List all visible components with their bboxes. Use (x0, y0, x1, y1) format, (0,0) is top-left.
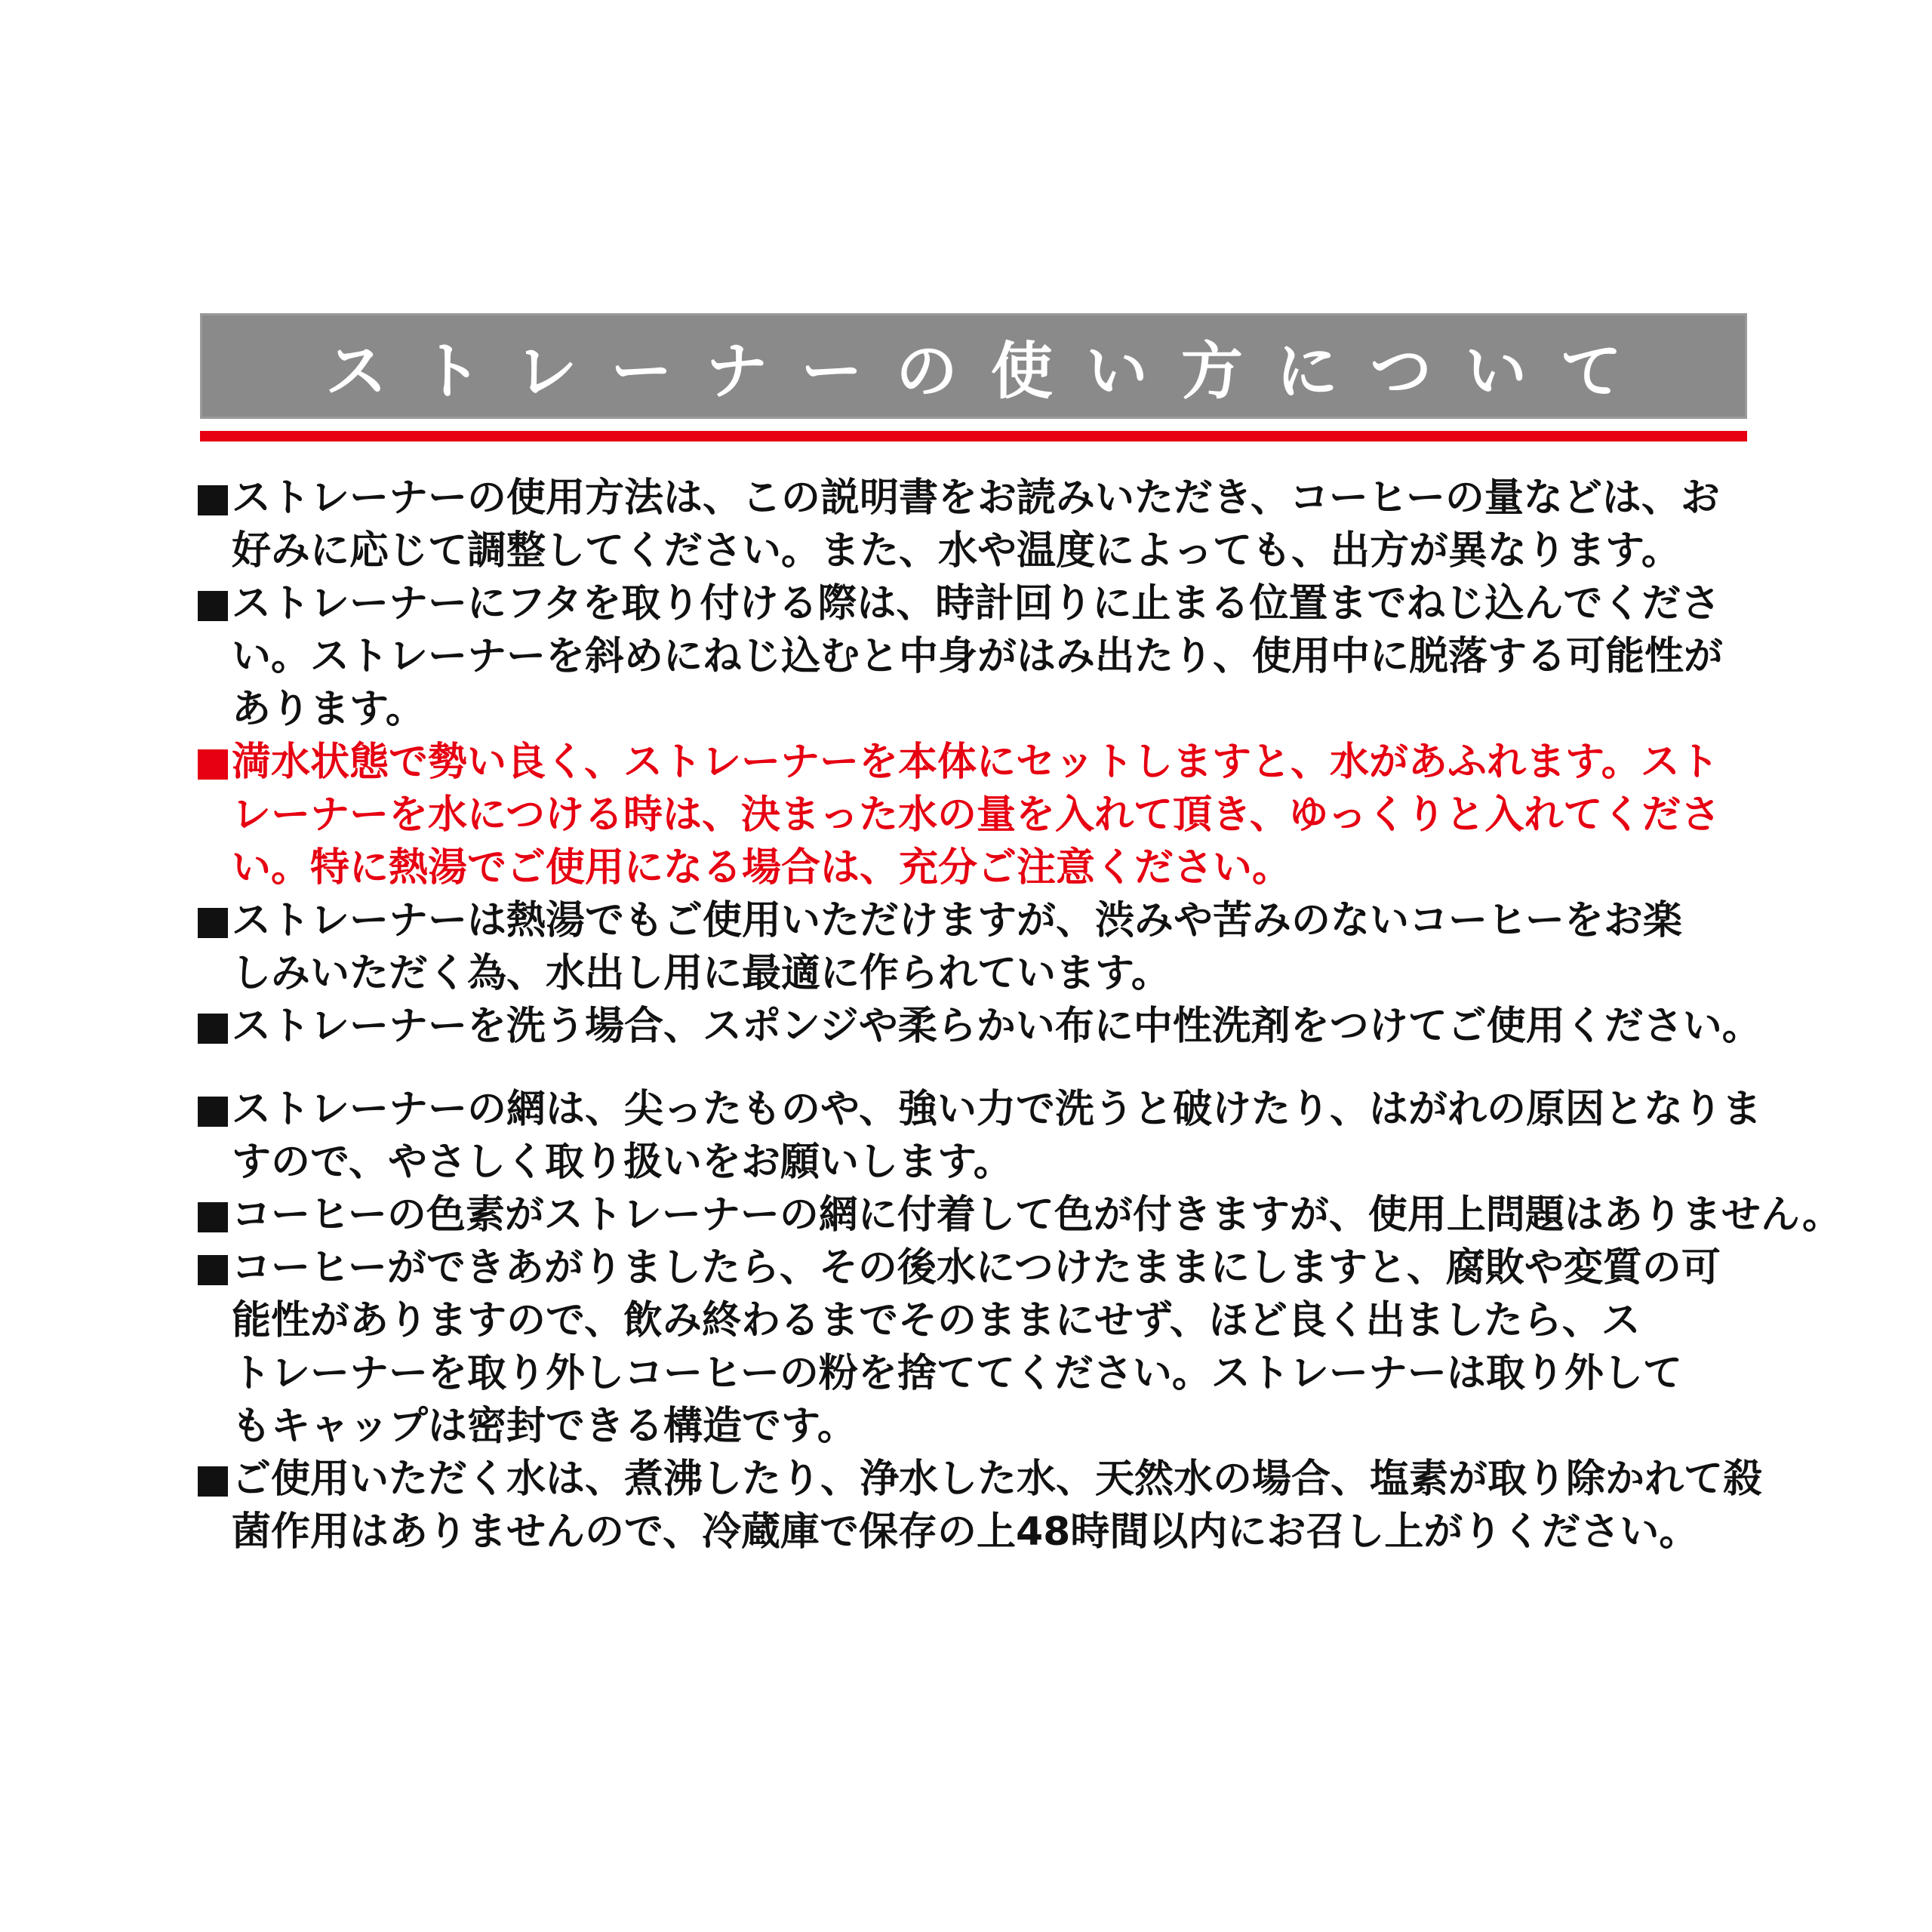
note-mesh-care (198, 1083, 1767, 1189)
note-line: レーナーを水につける時は、決まった水の量を入れて頂き、ゆっくりと入れてくださ (232, 792, 1721, 838)
note-coffee-stain (198, 1189, 1842, 1241)
note-line: 菌作用はありませんので、冷蔵庫で保存の上48時間以内にお召し上がりください。 (232, 1509, 1699, 1555)
note-line: ストレーナーの網は、尖ったものや、強い力で洗うと破けたり、はがれの原因となりま (232, 1087, 1761, 1132)
section-title: ストレーナーの使い方について (325, 335, 1656, 408)
note-line: 好みに応じて調整してください。また、水や温度によっても、出方が異なります。 (232, 528, 1681, 574)
note-line: い。ストレーナーを斜めにねじ込むと中身がはみ出たり、使用中に脱落する可能性が (232, 634, 1724, 679)
note-hot-water-use (198, 894, 1767, 1000)
note-line: もキャップは密封できる構造です。 (232, 1404, 857, 1449)
note-washing (198, 1000, 1767, 1053)
note-water-storage (198, 1453, 1767, 1558)
note-line: 満水状態で勢い良く、ストレーナーを本体にセットしますと、水があふれます。スト (232, 740, 1719, 785)
note-lid-attachment (198, 577, 1767, 736)
note-line: あります。 (232, 687, 425, 732)
note-line: ご使用いただく水は、煮沸したり、浄水した水、天然水の場合、塩素が取り除かれて殺 (232, 1457, 1763, 1502)
note-after-brewing (198, 1241, 1767, 1453)
note-overflow-warning (198, 736, 1767, 894)
note-line: ストレーナーは熱湯でもご使用いただけますが、渋みや苦みのないコーヒーをお楽 (232, 898, 1682, 943)
note-line: ストレーナーの使用方法は、この説明書をお読みいただき、コーヒーの量などは、お (232, 475, 1720, 521)
note-line: ストレーナーにフタを取り付ける際は、時計回りに止まる位置までねじ込んでくださ (232, 581, 1721, 626)
note-line: コーヒーの色素がストレーナーの網に付着して色が付きますが、使用上問題はありません。 (232, 1192, 1842, 1238)
note-line: しみいただく為、水出し用に最適に作られています。 (232, 951, 1171, 996)
note-line: すので、やさしく取り扱いをお願いします。 (232, 1140, 1013, 1185)
header-accent-rule (200, 431, 1747, 441)
note-usage-method (198, 472, 1767, 577)
note-line: 能性がありますので、飲み終わるまでそのままにせず、ほど良く出ましたら、ス (232, 1298, 1641, 1343)
note-line: ストレーナーを洗う場合、スポンジや柔らかい布に中性洗剤をつけてご使用ください。 (232, 1004, 1761, 1049)
note-line: トレーナーを取り外しコーヒーの粉を捨ててください。ストレーナーは取り外して (232, 1351, 1682, 1396)
note-line: コーヒーができあがりましたら、その後水につけたままにしますと、腐敗や変質の可 (232, 1245, 1721, 1291)
usage-notes-list (198, 472, 1842, 1558)
note-line: い。特に熱湯でご使用になる場合は、充分ご注意ください。 (232, 845, 1292, 891)
